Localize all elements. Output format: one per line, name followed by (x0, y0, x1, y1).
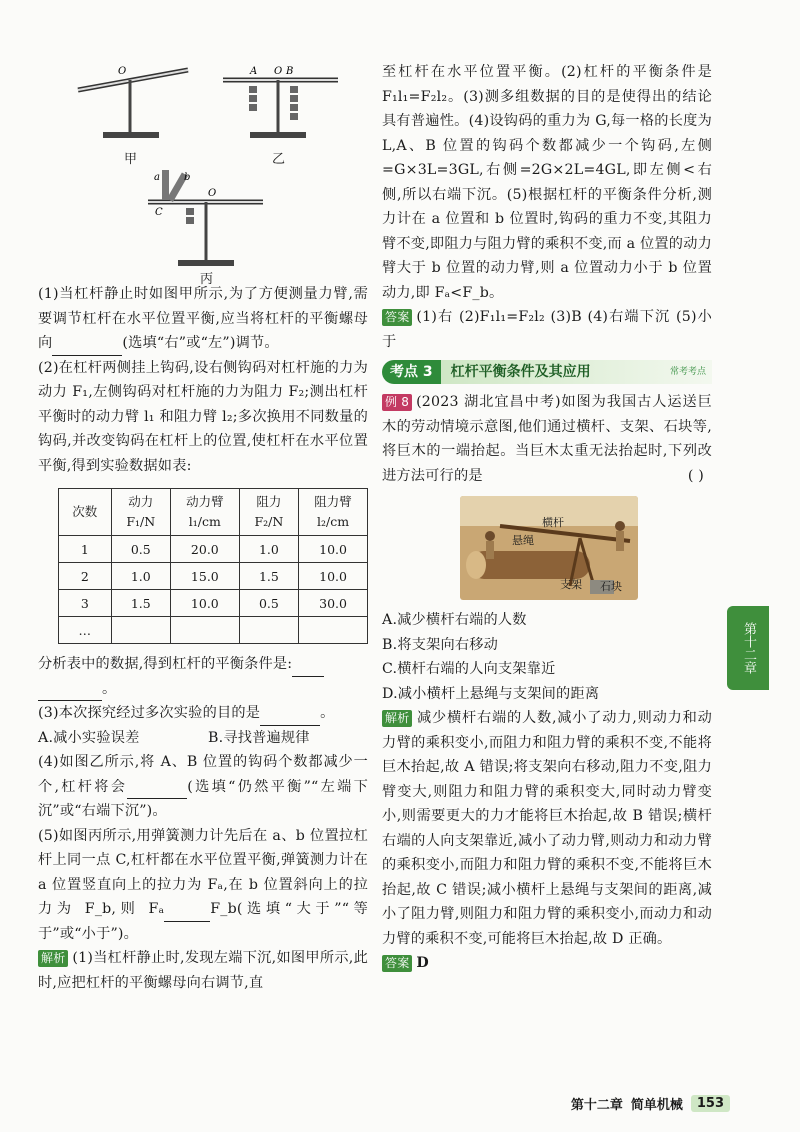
svg-text:C: C (155, 207, 163, 218)
table-cell: 10.0 (299, 536, 368, 563)
option-c: C.横杆右端的人向支架靠近 (382, 661, 556, 677)
analysis-tag: 解析 (382, 710, 412, 727)
table-cell (299, 617, 368, 644)
svg-text:a: a (154, 172, 160, 183)
question-2: (2)在杠杆两侧挂上钩码,设右侧钩码对杠杆施的力为动力 F₁,左侧钩码对杠杆施的力为阻力 F₂;测出杠杆平衡时的动力臂 l₁ 和阻力臂 l₂;多次换用不同数量的钩码,并改变钩码在杠杆上的位置,使杠杆在水平位置平衡,得到实验数据如表: (38, 359, 368, 474)
figure-label-yi: 乙 (272, 152, 286, 167)
lever-figures (38, 60, 368, 287)
table-cell: 20.0 (170, 536, 239, 563)
table-cell: 10.0 (170, 590, 239, 617)
table-header-row (59, 489, 368, 536)
table-cell: 1.0 (239, 536, 298, 563)
table-cell (111, 617, 170, 644)
figure-label-jia: 甲 (124, 152, 138, 167)
svg-text:A: A (250, 66, 258, 77)
section-title: 杠杆平衡条件及其应用 常考考点 (441, 360, 712, 384)
table-header-cell: 阻力 F₂/N (239, 489, 298, 536)
analysis-1: 解析 (1)当杠杆静止时,发现左端下沉,如图甲所示,此时,应把杠杆的平衡螺母向右调节,直 (38, 950, 368, 991)
right-column (382, 60, 712, 976)
table-row (59, 590, 368, 617)
figure-jia (78, 66, 188, 138)
figure-bing (148, 170, 263, 266)
analysis-tag: 解析 (38, 950, 68, 967)
data-table (58, 488, 368, 644)
page-footer (571, 1094, 730, 1113)
table-header-cell: 动力 F₁/N (111, 489, 170, 536)
section-header (382, 360, 712, 384)
section-key: 考点 3 (382, 360, 441, 384)
question-3: (3)本次探究经过多次实验的目的是 。 (38, 701, 368, 726)
svg-text:O: O (118, 66, 127, 77)
lever-diagrams (38, 60, 368, 282)
svg-text:O: O (274, 66, 283, 77)
footer-title: 简单机械 (630, 1098, 683, 1113)
table-cell: 10.0 (299, 563, 368, 590)
question-1: (1)当杠杆静止时如图甲所示,为了方便测量力臂,需要调节杠杆在水平位置平衡,应当将杠杆的平衡螺母向 (选填“右”或“左”)调节。 (38, 282, 368, 356)
question-3-options: A.减小实验误差 B.寻找普遍规律 (38, 729, 310, 746)
option-b: B.将支架向右移动 (382, 636, 499, 653)
table-row (59, 563, 368, 590)
page-number: 153 (691, 1095, 730, 1112)
option-d: D.减小横杆上悬绳与支架间的距离 (382, 685, 600, 702)
table-cell: 1.0 (111, 563, 170, 590)
photo-label-stone: 石块 (600, 580, 622, 593)
analysis-2: 解析 减少横杆右端的人数,减小了动力,则动力和动力臂的乘积变小,而阻力和阻力臂的乘积不变,不能将巨木抬起,故 A 错误;将支架向右移动,阻力不变,阻力臂变大,则阻力和阻力臂的乘积变大,同时动力臂变小,则需要更大的力才能将巨木抬起,故 B 错误;横杆右端的人向支架靠近,减小了动力臂,则动力和动力臂的乘积变小,而阻力和阻力臂的乘积不变,不能将巨木抬起,故 C 错误;减小横杆上悬绳与支架间的距离,减小了阻力臂,则阻力和阻力臂的乘积变小,而动力和动力臂的乘积不变,可能将巨木抬起,故 D 正确。 (382, 710, 712, 947)
table-cell: 1 (59, 536, 112, 563)
table-cell: 0.5 (239, 590, 298, 617)
photo-label-rope: 悬绳 (512, 534, 534, 547)
answer-paren: ( ) (687, 467, 704, 484)
left-column (38, 60, 368, 995)
table-cell: 30.0 (299, 590, 368, 617)
table-cell (239, 617, 298, 644)
figure-yi (223, 66, 338, 138)
answer-1: 答案 (1)右 (2)F₁l₁=F₂l₂ (3)B (4)右端下沉 (5)小于 (382, 309, 712, 350)
footer-chapter: 第十二章 (570, 1098, 623, 1113)
question-4: (4)如图乙所示,将 A、B 位置的钩码个数都减少一个,杠杆将会 (选填“仍然平衡”“左端下沉”或“右端下沉”)。 (38, 754, 368, 819)
table-cell: … (59, 617, 112, 644)
table-cell: 0.5 (111, 536, 170, 563)
chapter-side-tab: 第十二章 (727, 606, 769, 690)
answer-2: 答案 D (382, 951, 712, 976)
answer-tag: 答案 (382, 955, 412, 972)
answer-tag: 答案 (382, 309, 412, 326)
example-tag: 例 8 (382, 394, 412, 411)
table-cell: 15.0 (170, 563, 239, 590)
svg-text:O: O (208, 188, 217, 199)
table-row (59, 617, 368, 644)
table-cell: 2 (59, 563, 112, 590)
table-cell: 3 (59, 590, 112, 617)
svg-text:B: B (286, 66, 294, 77)
svg-text:b: b (184, 172, 191, 183)
photo-label-support: 支架 (560, 578, 582, 591)
table-cell (170, 617, 239, 644)
ancient-log-illustration (460, 496, 638, 600)
analysis-1-continued: 至杠杆在水平位置平衡。(2)杠杆的平衡条件是 F₁l₁=F₂l₂。(3)测多组数据的目的是使得出的结论具有普遍性。(4)设钩码的重力为 G,每一格的长度为 L,A、B 位置的钩码个数都减少一个钩码,左侧=G×3L=3GL,右侧=2G×2L=4GL,即左侧<右侧,所以右端下沉。(5)根据杠杆的平衡条件分析,测力计在 a 位置和 b 位置时,钩码的重力不变,其阻力臂不变,即阻力与阻力臂的乘积不变,而 a 位置的动力臂大于 b 位置的动力臂,则 a 位置动力小于 b 位置动力,即 Fₐ<F_b。 (382, 64, 712, 301)
example-8: 例 8 (2023 湖北宜昌中考)如图为我国古人运送巨木的劳动情境示意图,他们通过横杆、支架、石块等,将巨木的一端抬起。当巨木太重无法抬起时,下列改进方法可行的是 ( ) (382, 390, 712, 488)
option-a: A.减少横杆右端的人数 (382, 612, 527, 628)
table-header-cell: 动力臂 l₁/cm (170, 489, 239, 536)
photo-label-crossbar: 横杆 (542, 516, 564, 529)
table-header-cell: 阻力臂 l₂/cm (299, 489, 368, 536)
section-note: 常考考点 (669, 367, 706, 377)
figure-label-bing: 丙 (200, 272, 214, 287)
table-row (59, 536, 368, 563)
table-header-cell: 次数 (59, 489, 112, 536)
table-cell: 1.5 (239, 563, 298, 590)
question-2-tail: 分析表中的数据,得到杠杆的平衡条件是: 。 (38, 652, 368, 701)
question-5: (5)如图丙所示,用弹簧测力计先后在 a、b 位置拉杠杆上同一点 C,杠杆都在水平位置平衡,弹簧测力计在 a 位置竖直向上的拉力为 Fₐ,在 b 位置斜向上的拉力为 F_b,则 Fₐ F_b(选填“大于”“等于”或“小于”)。 (38, 827, 368, 942)
table-cell: 1.5 (111, 590, 170, 617)
